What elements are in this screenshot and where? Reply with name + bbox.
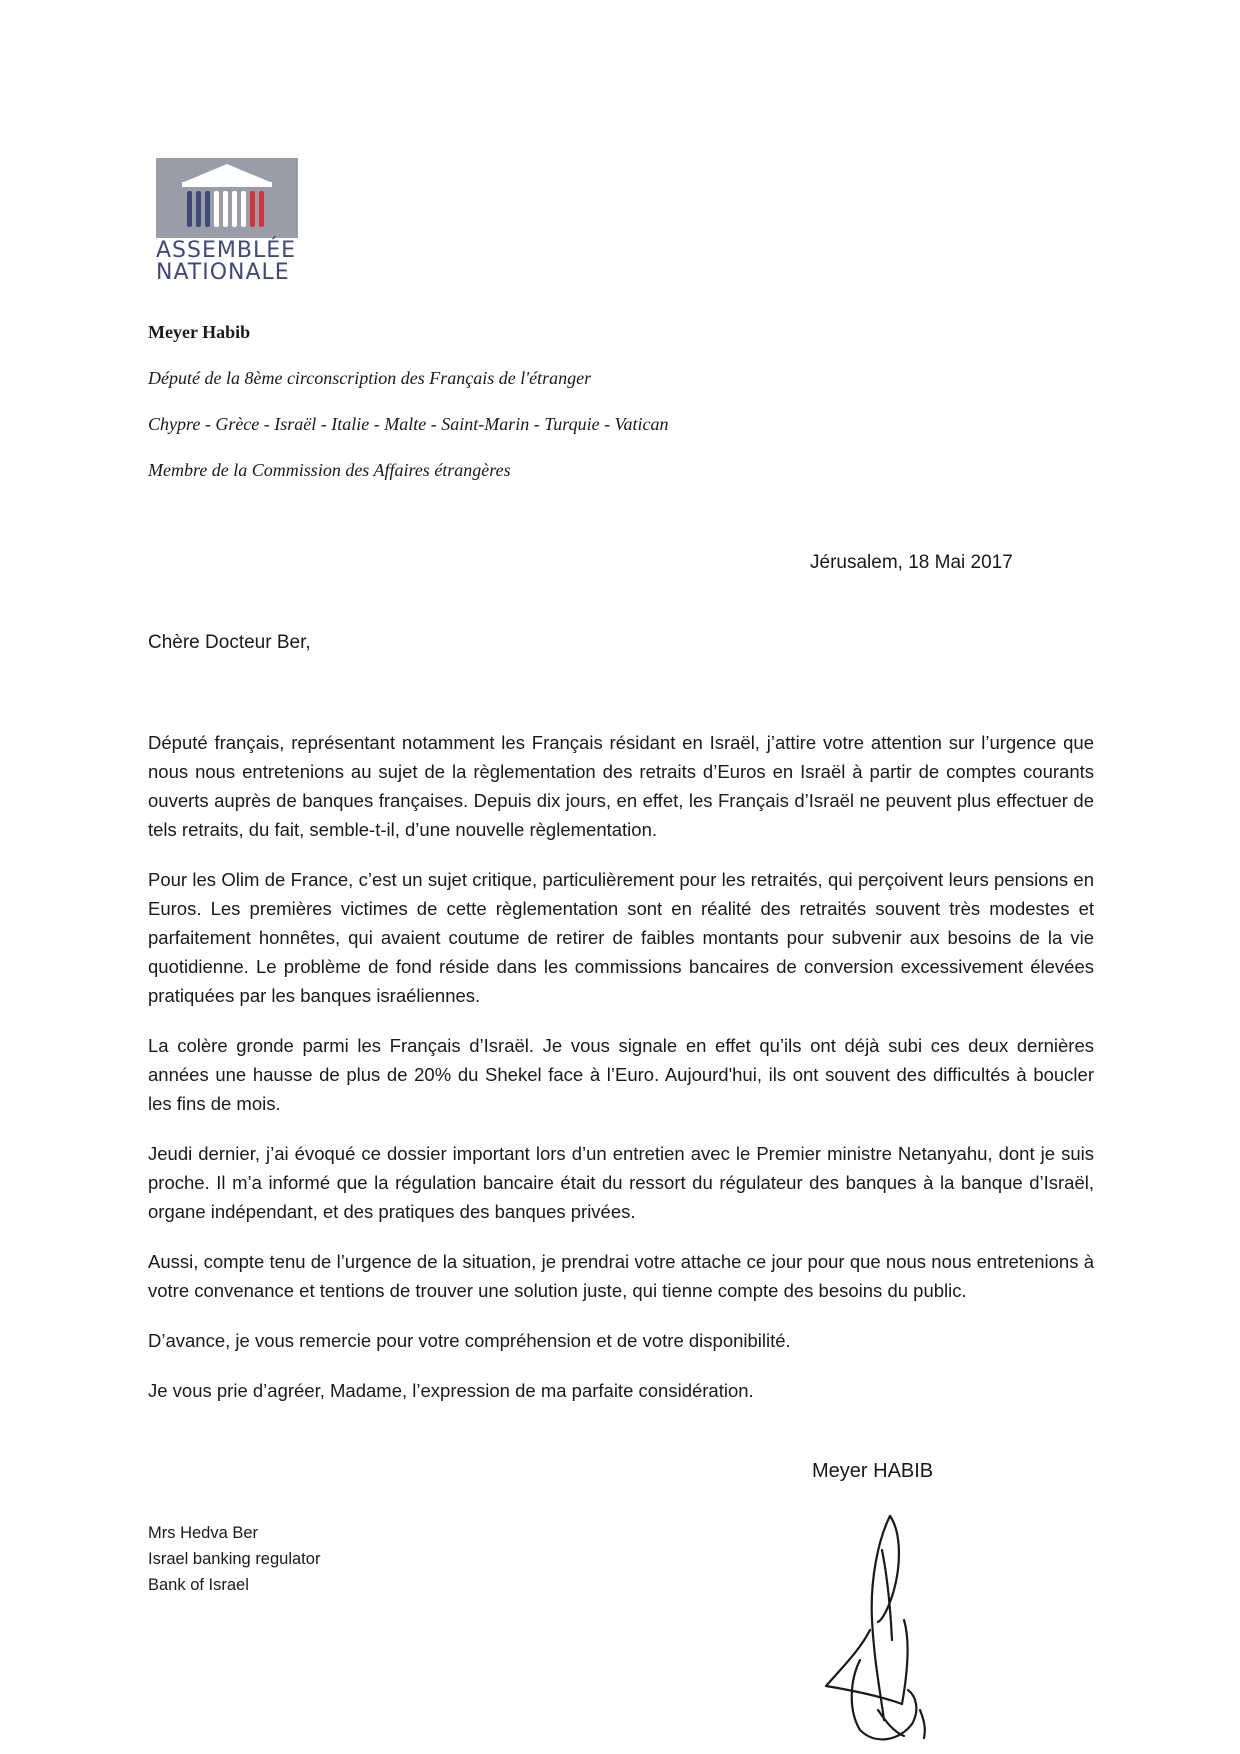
assemblee-nationale-logo <box>156 158 298 284</box>
sender-membership: Membre de la Commission des Affaires étrangères <box>148 460 511 480</box>
logo-text-line2: NATIONALE <box>156 260 290 285</box>
recipient-org: Bank of Israel <box>148 1576 249 1594</box>
body-paragraph-1: Député français, représentant notamment les Français résidant en Israël, j’attire votre attention sur l’urgence que nous nous entretenions au sujet de la règlementation des retraits d’Euros en Israël à partir de comptes courants ouverts auprès de banques françaises. Depuis dix jours, en effet, les Français d’Israël ne peuvent plus effectuer de tels retraits, du fait, semble-t-il, d’une nouvelle règlementation. <box>148 732 1094 840</box>
letter-date: Jérusalem, 18 Mai 2017 <box>810 552 1013 573</box>
sender-title: Député de la 8ème circonscription des Français de l'étranger <box>148 368 592 388</box>
handwritten-signature-icon <box>820 1510 970 1746</box>
logo-text-line1: ASSEMBLÉE <box>156 238 297 263</box>
sender-countries: Chypre - Grèce - Israël - Italie - Malte - Saint-Marin - Turquie - Vatican <box>148 414 669 434</box>
body-paragraph-4: Jeudi dernier, j’ai évoqué ce dossier important lors d’un entretien avec le Premier ministre Netanyahu, dont je suis proche. Il m’a informé que la régulation bancaire était du ressort du régulateur des banques à la banque d’Israël, organe indépendant, et des pratiques des banques privées. <box>148 1143 1094 1222</box>
body-paragraph-3: La colère gronde parmi les Français d’Israël. Je vous signale en effet qu’ils ont déjà subi ces deux dernières années une hausse de plus de 20% du Shekel face à l’Euro. Aujourd'hui, ils ont souvent des difficultés à boucler les fins de mois. <box>148 1035 1094 1114</box>
parliament-emblem-icon <box>156 158 298 238</box>
sender-name: Meyer Habib <box>148 322 251 342</box>
body-paragraph-2: Pour les Olim de France, c’est un sujet critique, particulièrement pour les retraités, qui perçoivent leurs pensions en Euros. Les premières victimes de cette règlementation sont en réalité des retraités souvent très modestes et parfaitement honnêtes, qui avaient coutume de retirer de faibles montants pour subvenir aux besoins de la vie quotidienne. Le problème de fond réside dans les commissions bancaires de conversion excessivement élevées pratiquées par les banques israéliennes. <box>148 869 1094 1006</box>
body-paragraph-6: D’avance, je vous remercie pour votre compréhension et de votre disponibilité. <box>148 1330 791 1351</box>
body-paragraph-5: Aussi, compte tenu de l’urgence de la situation, je prendrai votre attache ce jour pour que nous nous entretenions à votre convenance et tentions de trouver une solution juste, qui tienne compte des besoins du public. <box>148 1251 1094 1301</box>
salutation: Chère Docteur Ber, <box>148 632 311 653</box>
body-paragraph-7: Je vous prie d’agréer, Madame, l’expression de ma parfaite considération. <box>148 1380 754 1401</box>
signatory-name: Meyer HABIB <box>812 1460 934 1482</box>
recipient-name: Mrs Hedva Ber <box>148 1524 259 1542</box>
recipient-role: Israel banking regulator <box>148 1550 321 1568</box>
letter-body <box>148 728 1094 1426</box>
recipient-block <box>148 1520 320 1598</box>
